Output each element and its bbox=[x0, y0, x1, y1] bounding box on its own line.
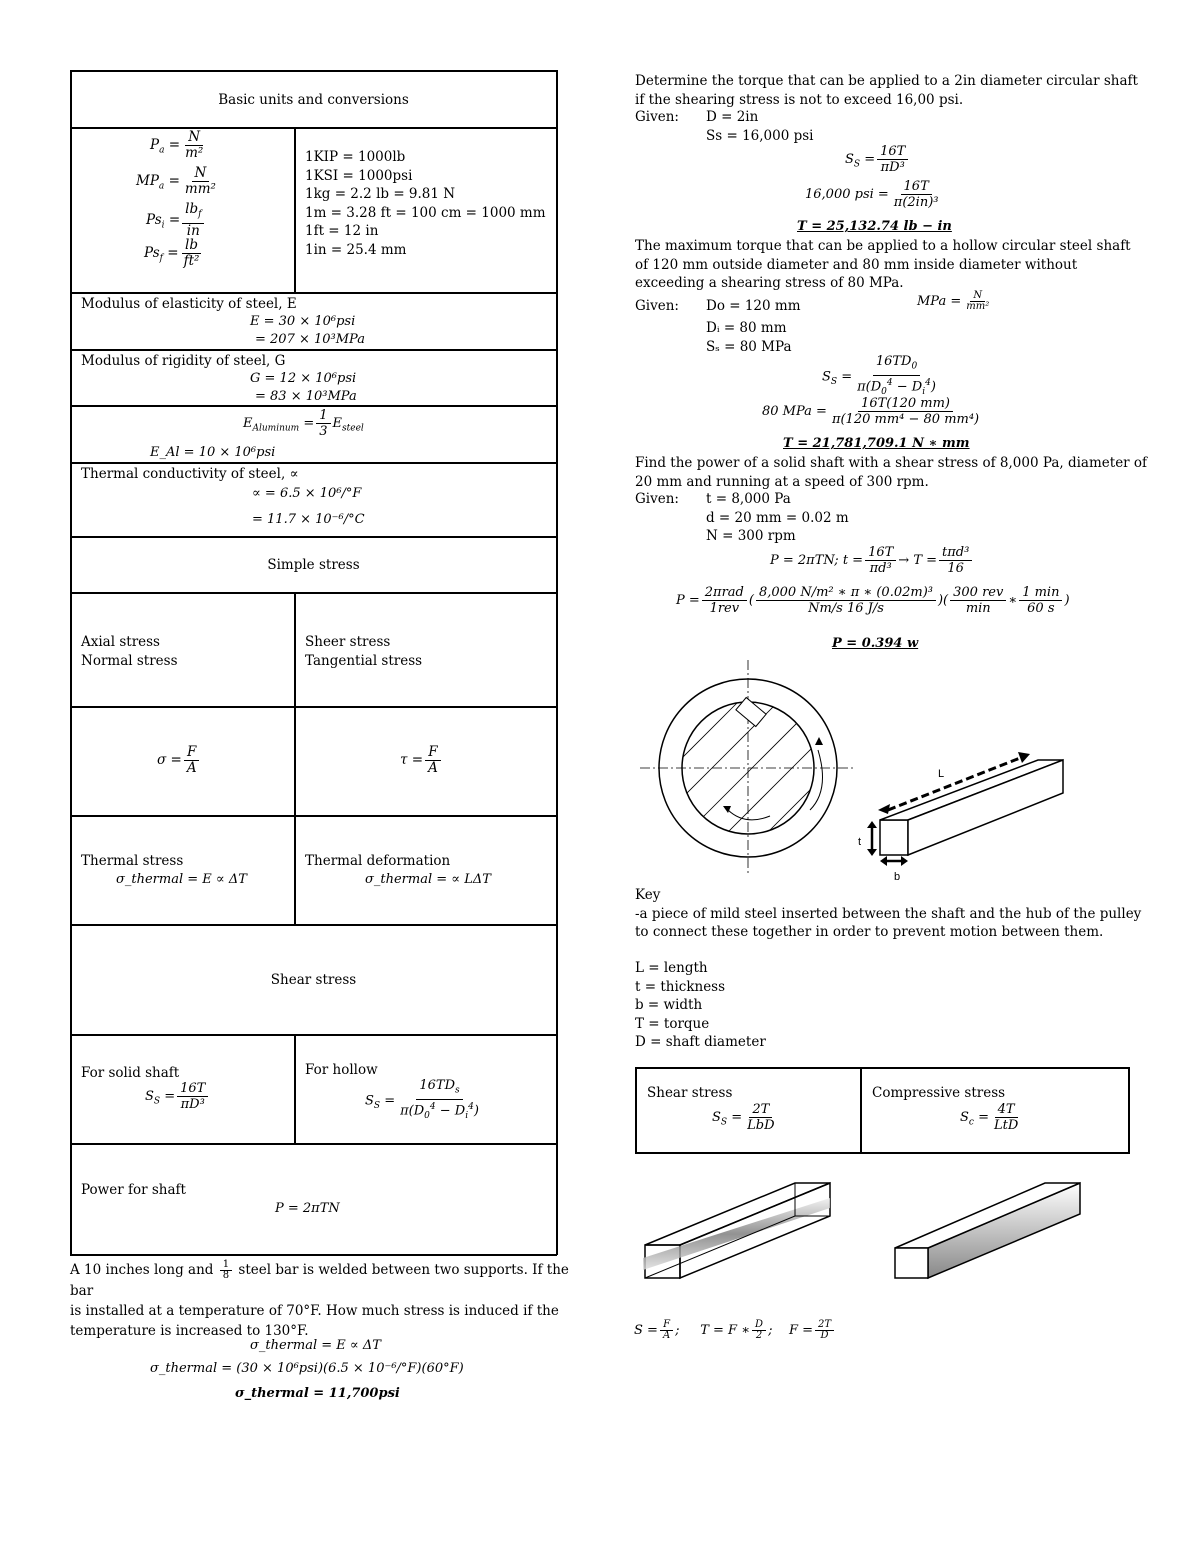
key-bar-shear bbox=[643, 1183, 830, 1278]
key-force-formulas: S = $\frac{F}{A}$ ; T = F ∗ $\frac{D}{2}$ ; F = $\frac{2T}{D}$ bbox=[634, 1320, 836, 1341]
p2-eq1: $S_S$ = $\frac{16TD_0}{\pi(D_0^4 - D_i^4)}$ bbox=[822, 354, 936, 397]
thermal-conductivity-label: Thermal conductivity of steel, ∝ bbox=[81, 466, 299, 482]
p1-eq2: 16,000 psi = $\frac{16T}{\text{π(2in)³}}$ bbox=[805, 179, 939, 210]
p2-mpa-def: MPa = $\frac{N}{\text{mm²}}$ bbox=[917, 290, 990, 312]
key-bars-illustration bbox=[640, 1178, 1090, 1288]
thermal-stress-formula: σ_thermal = E ∝ ΔT bbox=[116, 872, 247, 887]
aluminum-value: E_Al = 10 × 10⁶psi bbox=[150, 445, 276, 460]
solid-shaft-formula: $S_S$ = $\frac{16T}{\text{πD³}}$ bbox=[145, 1081, 210, 1112]
modulus-elasticity-label: Modulus of elasticity of steel, E bbox=[81, 296, 297, 312]
p2-eq2: 80 MPa = $\frac{16T(120 mm)}{\text{π(120 mm⁴ − 80 mm⁴)}}$ bbox=[762, 396, 980, 427]
hollow-problem-text: The maximum torque that can be applied to a hollow circular steel shaft of 120 mm outside diameter and 80 mm inside diameter without exceeding a shearing stress of 80 MPa. bbox=[635, 238, 1131, 291]
power-formula: P = 2πTN bbox=[275, 1201, 340, 1216]
sheer-stress-labels: Sheer stress Tangential stress bbox=[305, 634, 423, 669]
fig-label-b: b bbox=[894, 871, 901, 883]
p2-di: Dᵢ = 80 mm bbox=[706, 320, 787, 336]
elasticity-line1: E = 30 × 10⁶psi bbox=[250, 314, 356, 329]
shaft-key-diagram bbox=[640, 660, 1070, 885]
pa-formula: $P_a$ = $\frac{N}{\text{m²}}$ bbox=[150, 129, 204, 161]
simple-stress-title: Simple stress bbox=[267, 557, 360, 573]
p1-result: T = 25,132.74 lb − in bbox=[797, 219, 952, 234]
psi-formula: $Ps_i$ = $\frac{lb_f}{in}$ bbox=[146, 202, 206, 239]
key-bar bbox=[858, 752, 1063, 883]
conductivity-line1: ∝ = 6.5 × 10⁶/°F bbox=[252, 486, 362, 501]
given-label-1: Given: bbox=[635, 109, 679, 125]
p3-eq1: P = 2πTN; t = $\frac{16T}{\text{πd³}}$ → T = $\frac{\text{tπd³}}{16}$ bbox=[770, 545, 974, 576]
thermal-deformation-formula: σ_thermal = ∝ LΔT bbox=[365, 872, 491, 887]
shaft-cross-section bbox=[640, 660, 880, 885]
p2-do: Do = 120 mm bbox=[706, 298, 801, 314]
fig-label-l: L bbox=[938, 768, 945, 780]
p3-eq2: P = $\frac{\text{2πrad}}{\text{1rev}}$ ( $\frac{\text{8,000 N/m² ∗ π ∗ (0.02m)³}}{Nm/s 16 J/s}$ )( $\frac{\text{300 rev}}{\min}$ ∗ $\frac{1 \min}{60 s}$ ) bbox=[676, 585, 1070, 616]
p3-result: P = 0.394 w bbox=[832, 636, 919, 651]
p1-shear: Ss = 16,000 psi bbox=[706, 128, 814, 144]
key-definition: Key -a piece of mild steel inserted between the shaft and the hub of the pulley to connect these together in order to prevent motion between them. bbox=[635, 887, 1142, 940]
conversion-list: 1KIP = 1000lb 1KSI = 1000psi 1kg = 2.2 lb = 9.81 N 1m = 3.28 ft = 100 cm = 1000 mm 1ft = 12 in 1in = 25.4 mm bbox=[305, 149, 546, 258]
p2-ss: Sₛ = 80 MPa bbox=[706, 339, 792, 355]
thermal-eq2: σ_thermal = (30 × 10⁶psi)(6.5 × 10⁻⁶/°F)(60°F) bbox=[150, 1361, 464, 1376]
normal-stress-formula: σ = $\frac{F}{A}$ bbox=[157, 745, 202, 776]
rigidity-line2: = 83 × 10³MPa bbox=[255, 389, 357, 404]
given-label-3: Given: bbox=[635, 491, 679, 507]
hollow-label: For hollow bbox=[305, 1062, 378, 1078]
thermal-eq3: σ_thermal = 11,700psi bbox=[235, 1386, 400, 1401]
conductivity-line2: = 11.7 × 10⁻⁶/°C bbox=[252, 512, 365, 527]
thermal-problem-text: A 10 inches long and $\frac{1}{8}$ steel bar is welded between two supports. If the bar is installed at a temperature of 70°F. How much stress is induced if the temperature is increased to 130°F. bbox=[70, 1259, 569, 1339]
table-header: Basic units and conversions bbox=[218, 92, 409, 108]
p2-result: T = 21,781,709.1 N ∗ mm bbox=[783, 436, 970, 451]
mpa-formula: $MP_a$ = $\frac{N}{\text{mm²}}$ bbox=[136, 165, 216, 197]
modulus-rigidity-label: Modulus of rigidity of steel, G bbox=[81, 353, 286, 369]
p1-eq1: $S_S$ = $\frac{16T}{\text{πD³}}$ bbox=[845, 144, 910, 175]
power-label: Power for shaft bbox=[81, 1182, 186, 1198]
p1-diameter: D = 2in bbox=[706, 109, 759, 125]
key-legend: L = length t = thickness b = width T = torque D = shaft diameter bbox=[635, 960, 766, 1050]
solid-shaft-label: For solid shaft bbox=[81, 1065, 180, 1081]
key-shear-formula: $S_S$ = $\frac{2T}{\text{LbD}}$ bbox=[712, 1102, 775, 1133]
key-bar-compressive bbox=[895, 1183, 1080, 1278]
shear-stress-title: Shear stress bbox=[270, 972, 357, 988]
tangential-stress-formula: τ = $\frac{F}{A}$ bbox=[400, 745, 443, 776]
hollow-formula: $S_S$ = $\frac{16TD_s}{\pi(D_0^4 - D_i^4)}$ bbox=[365, 1078, 479, 1121]
thermal-stress-label: Thermal stress bbox=[81, 853, 184, 869]
key-shear-label: Shear stress bbox=[647, 1085, 733, 1101]
fig-label-t: t bbox=[858, 836, 862, 848]
elasticity-line2: = 207 × 10³MPa bbox=[255, 332, 365, 347]
p3-t: t = 8,000 Pa bbox=[706, 491, 791, 507]
thermal-deformation-label: Thermal deformation bbox=[305, 853, 451, 869]
given-label-2: Given: bbox=[635, 298, 679, 314]
key-compressive-label: Compressive stress bbox=[872, 1085, 1006, 1101]
rigidity-line1: G = 12 × 10⁶psi bbox=[250, 371, 357, 386]
p3-d: d = 20 mm = 0.02 m bbox=[706, 510, 849, 526]
psf-formula: $Ps_f$ = $\frac{lb}{\text{ft²}}$ bbox=[144, 237, 200, 269]
aluminum-formula: $E_{Aluminum}$ = $\frac{1}{3}$ $E_{steel}$ bbox=[243, 408, 364, 439]
torque-problem-text: Determine the torque that can be applied to a 2in diameter circular shaft if the shearing stress is not to exceed 16,00 psi. bbox=[635, 73, 1138, 108]
axial-stress-labels: Axial stress Normal stress bbox=[81, 634, 178, 669]
thermal-eq1: σ_thermal = E ∝ ΔT bbox=[250, 1338, 381, 1353]
key-compressive-formula: $S_c$ = $\frac{4T}{\text{LtD}}$ bbox=[960, 1102, 1019, 1133]
power-problem-text: Find the power of a solid shaft with a shear stress of 8,000 Pa, diameter of 20 mm and running at a speed of 300 rpm. bbox=[635, 455, 1148, 490]
p3-n: N = 300 rpm bbox=[706, 528, 796, 544]
